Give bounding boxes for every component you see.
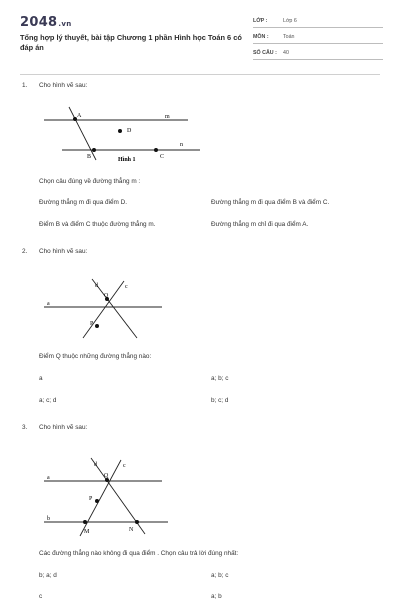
meta-key: SỐ CÂU : (253, 49, 277, 56)
meta-key: MÔN : (253, 33, 269, 40)
line-c (83, 281, 124, 338)
question-number: 1. (22, 82, 28, 89)
question-text: Cho hình vẽ sau: (39, 82, 88, 89)
answer-option-c[interactable]: Điểm B và điểm C thuộc đường thẳng m. (39, 221, 156, 228)
logo-main-text: 2048 (20, 15, 58, 30)
label-m: M (84, 529, 90, 535)
answer-option-a[interactable]: b; a; d (39, 572, 57, 579)
point-p (95, 499, 99, 503)
label-b: B (87, 154, 92, 160)
question-prompt: Chọn câu đúng về đường thẳng m : (39, 178, 141, 185)
figure-2 (0, 260, 400, 345)
point-p (95, 324, 99, 328)
figure-3 (0, 440, 400, 542)
answer-option-b[interactable]: a; b; c (211, 572, 229, 579)
label-d: d (95, 283, 98, 289)
answer-option-c[interactable]: c (39, 593, 43, 600)
label-p: P (90, 321, 94, 327)
answer-option-d[interactable]: Đường thẳng m chỉ đi qua điểm A. (211, 221, 309, 228)
label-q: Q (104, 473, 109, 479)
question-number: 2. (22, 248, 28, 255)
answer-option-a[interactable]: a (39, 375, 43, 382)
point-m (83, 520, 87, 524)
meta-value: 40 (283, 49, 289, 56)
label-c: c (125, 284, 128, 290)
answer-option-c[interactable]: a; c; d (39, 397, 57, 404)
answer-option-a[interactable]: Đường thẳng m đi qua điểm D. (39, 199, 128, 206)
question-number: 3. (22, 424, 28, 431)
point-d (118, 129, 122, 133)
label-b: b (47, 516, 50, 522)
line-ab (69, 107, 96, 160)
label-q: Q (104, 293, 109, 299)
question-prompt: Các đường thẳng nào không đi qua điểm . Chọn câu trả lời đúng nhất: (39, 550, 239, 557)
question-text: Cho hình vẽ sau: (39, 424, 88, 431)
label-d: d (94, 462, 97, 468)
label-a: A (77, 113, 82, 119)
document-title: Tổng hợp lý thuyết, bài tập Chương 1 phần Hình học Toán 6 có đáp án (20, 33, 242, 52)
answer-option-b[interactable]: Đường thẳng m đi qua điểm B và điểm C. (211, 199, 330, 206)
label-m: m (165, 114, 170, 120)
logo-suffix-text: .vn (58, 20, 72, 28)
label-n: n (180, 142, 183, 148)
question-prompt: Điểm Q thuộc những đường thẳng nào: (39, 353, 152, 360)
meta-key: LỚP : (253, 17, 268, 24)
label-c: c (123, 463, 126, 469)
label-c: C (160, 154, 165, 160)
label-p: P (89, 496, 93, 502)
line-d (92, 279, 137, 338)
answer-option-d[interactable]: b; c; d (211, 397, 229, 404)
figure-1 (0, 0, 400, 170)
question-text: Cho hình vẽ sau: (39, 248, 88, 255)
figure-caption: Hình 1 (118, 157, 136, 163)
meta-value: Toán (283, 33, 295, 40)
meta-value: Lớp 6 (283, 17, 297, 24)
label-a: a (47, 301, 50, 307)
answer-option-d[interactable]: a; b (211, 593, 222, 600)
answer-option-b[interactable]: a; b; c (211, 375, 229, 382)
point-b (92, 148, 96, 152)
label-a: a (47, 475, 50, 481)
point-c (154, 148, 158, 152)
point-n (135, 520, 139, 524)
label-n: N (129, 527, 134, 533)
label-d: D (127, 128, 132, 134)
